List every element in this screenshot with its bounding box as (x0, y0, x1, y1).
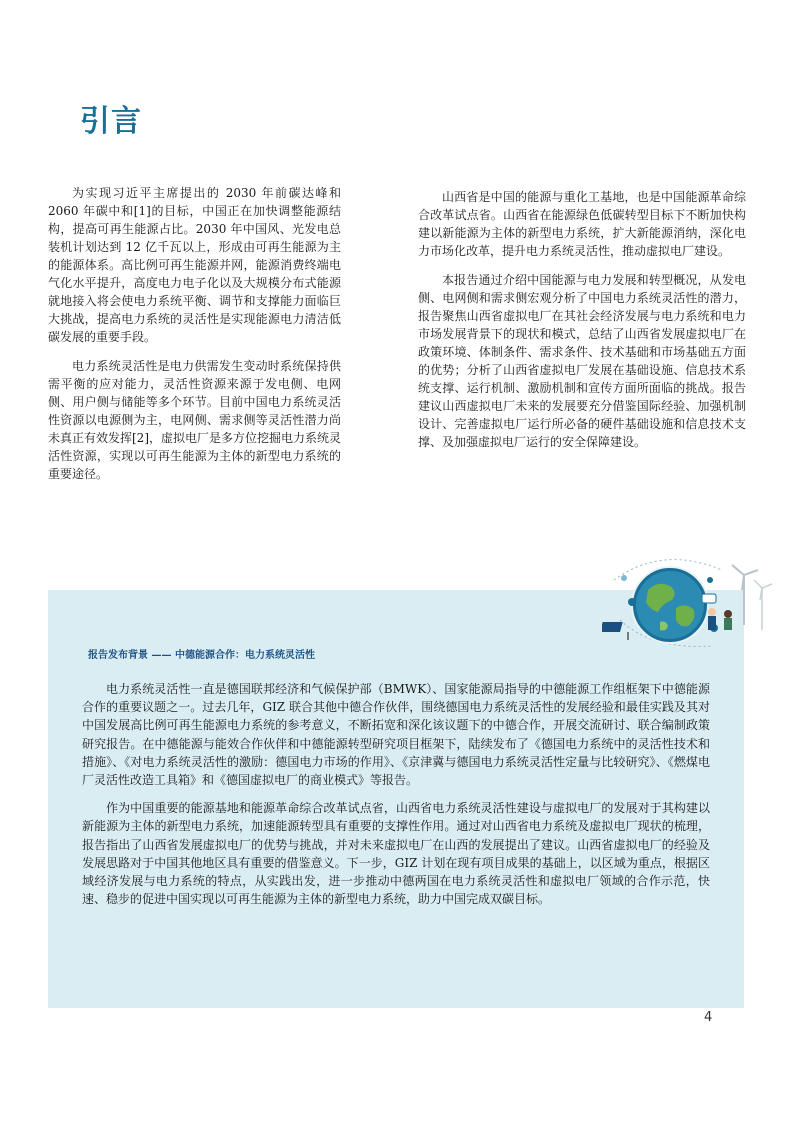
globe-energy-illustration-icon (602, 550, 777, 660)
right-column (418, 188, 746, 462)
page-number: 4 (704, 1010, 713, 1025)
box-text (82, 680, 710, 918)
box-header: 报告发布背景 —— 中德能源合作：电力系统灵活性 (88, 650, 315, 661)
section-title: 引言 (80, 104, 142, 139)
left-column (48, 184, 341, 494)
paragraph: 山西省是中国的能源与重化工基地，也是中国能源革命综合改革试点省。山西省在能源绿色低碳转型目标下不断加快构建以新能源为主体的新型电力系统，扩大新能源消纳，深化电力市场化改革，提升电力系统灵活性，推动虚拟电厂建设。 (418, 190, 746, 258)
paragraph: 为实现习近平主席提出的 2030 年前碳达峰和 2060 年碳中和[1]的目标，中国正在加快调整能源结构，提高可再生能源占比。2030 年中国风、光发电总装机计划达到 12 亿千瓦以上，形成由可再生能源为主的能源体系。高比例可再生能源并网，能源消费终端电气化水平提升，高度电力电子化以及大规模分布式能源就地接入将会使电力系统平衡、调节和支撑能力面临巨大挑战，提高电力系统的灵活性是实现能源电力清洁低碳发展的重要手段。 (48, 186, 341, 344)
paragraph: 作为中国重要的能源基地和能源革命综合改革试点省，山西省电力系统灵活性建设与虚拟电厂的发展对于其构建以新能源为主体的新型电力系统，加速能源转型具有重要的支撑性作用。通过对山西省电力系统及虚拟电厂现状的梳理，报告指出了山西省发展虚拟电厂的优势与挑战，并对未来虚拟电厂在山西的发展提出了建议。山西省虚拟电厂的经验及发展思路对于中国其他地区具有重要的借鉴意义。下一步，GIZ 计划在现有项目成果的基础上，以区域为重点，根据区域经济发展与电力系统的特点，从实践出发，进一步推动中德两国在电力系统灵活性和虚拟电厂领域的合作示范，快速、稳步的促进中国实现以可再生能源为主体的新型电力系统，助力中国完成双碳目标。 (82, 801, 710, 907)
paragraph: 电力系统灵活性是电力供需发生变动时系统保持供需平衡的应对能力，灵活性资源来源于发电侧、电网侧、用户侧与储能等多个环节。目前中国电力系统灵活性资源以电源侧为主，电网侧、需求侧等灵活性潜力尚未真正有效发挥[2]，虚拟电厂是多方位挖掘电力系统灵活性资源，实现以可再生能源为主体的新型电力系统的重要途径。 (48, 359, 342, 481)
paragraph: 电力系统灵活性一直是德国联邦经济和气候保护部（BMWK）、国家能源局指导的中德能源工作组框架下中德能源合作的重要议题之一。过去几年，GIZ 联合其他中德合作伙伴，围绕德国电力系统灵活性的发展经验和最佳实践及其对中国发展高比例可再生能源电力系统的参考意义，不断拓宽和深化该议题下的中德合作，开展交流研讨、联合编制政策研究报告。在中德能源与能效合作伙伴和中德能源转型研究项目框架下，陆续发布了《德国电力系统中的灵活性技术和措施》、《对电力系统灵活性的激励：德国电力市场的作用》、《京津冀与德国电力系统灵活性定量与比较研究》、《燃煤电厂灵活性改造工具箱》和《德国虚拟电厂的商业模式》等报告。 (82, 682, 710, 788)
paragraph: 本报告通过介绍中国能源与电力发展和转型概况，从发电侧、电网侧和需求侧宏观分析了中国电力系统灵活性的潜力，报告聚焦山西省虚拟电厂在其社会经济发展与电力系统和电力市场发展背景下的现状和模式，总结了山西省发展虚拟电厂在政策环境、体制条件、需求条件、技术基础和市场基础五方面的优势；分析了山西省虚拟电厂发展在基础设施、信息技术系统支撑、运行机制、激励机制和宣传方面所面临的挑战。报告建议山西虚拟电厂未来的发展要充分借鉴国际经验、加强机制设计、完善虚拟电厂运行所必备的硬件基础设施和信息技术支撑、及加强虚拟电厂运行的安全保障建设。 (418, 273, 746, 449)
